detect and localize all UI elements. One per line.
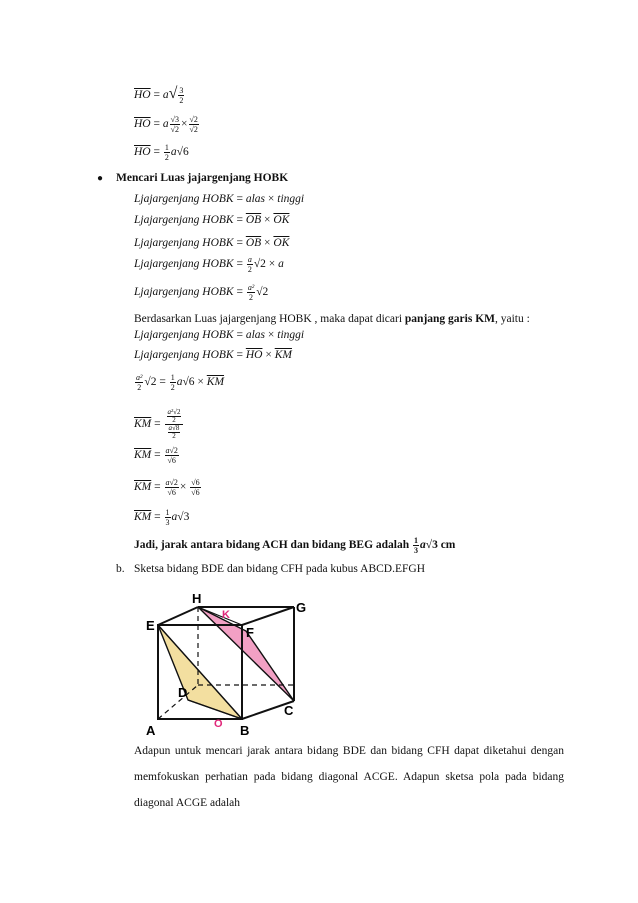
item-b-marker: b. xyxy=(116,563,125,575)
eq-area-2: Ljajargenjang HOBK = $\overline{OB} \times \overline{OK}$ xyxy=(134,214,290,226)
eq-area-6: Ljajargenjang HOBK = alas × tinggi xyxy=(134,329,305,341)
eq-km-4: $\overline{KM}$ = $\frac{a√2}{√6}$ × $\frac{√6}{√6}$ xyxy=(134,478,200,497)
svg-text:F: F xyxy=(246,625,254,640)
svg-text:H: H xyxy=(192,593,202,606)
svg-text:E: E xyxy=(146,618,155,633)
eq-km-3: $\overline{KM}$ = $\frac{a√2}{√6}$ xyxy=(134,446,178,465)
svg-text:O: O xyxy=(214,718,223,730)
eq-ho-3: $\overline{HO}$ = $\frac{1}{2}$ a√6 xyxy=(134,143,189,162)
eq-area-7: Ljajargenjang HOBK = $\overline{HO} \times \overline{KM}$ xyxy=(134,349,292,361)
eq-km-2: $\overline{KM}$ = $\frac{\frac{\text{a²√2}}{2}}{\frac{a√8}{2}}$ xyxy=(134,409,184,440)
svg-text:D: D xyxy=(178,685,188,700)
eq-ho-2: $\overline{HO} = a$ $\frac{√3}{√2}$ × $\frac{√2}{√2}$ xyxy=(134,115,198,134)
bullet: ● xyxy=(97,173,104,184)
item-b-text: Sketsa bidang BDE dan bidang CFH pada kubus ABCD.EFGH xyxy=(134,563,426,575)
eq-area-1: Ljajargenjang HOBK = alas × tinggi xyxy=(134,193,305,205)
conclusion: Jadi, jarak antara bidang ACH dan bidang BEG adalah $\frac{1}{3}$ a√3 cm xyxy=(134,536,456,555)
eq-km-1: $\frac{\text{a²}}{2}$ √2 = $\frac{1}{2}$ $a√6 \times \overline{KM}$ xyxy=(136,373,225,392)
svg-text:G: G xyxy=(296,600,307,615)
svg-text:C: C xyxy=(284,703,294,718)
heading-luas: Mencari Luas jajargenjang HOBK xyxy=(116,172,289,184)
svg-text:K: K xyxy=(222,609,230,621)
cube-figure xyxy=(140,593,310,738)
svg-text:B: B xyxy=(240,723,250,738)
eq-ho-1: $\overline{HO} = a√$ $\frac{3}{2}$ xyxy=(134,85,184,105)
closing-paragraph: Adapun untuk mencari jarak antara bidang BDE dan bidang CFH dapat diketahui dengan memfokuskan perhatian pada bidang diagonal ACGE. Adapun sketsa pola pada bidang diagonal ACGE adalah xyxy=(134,745,564,809)
eq-km-5: $\overline{KM}$ = $\frac{1}{3}$ a√3 xyxy=(134,508,190,527)
eq-area-5: Ljajargenjang HOBK = $\frac{\text{a²}}{2}$ √2 xyxy=(134,283,269,302)
sentence-km: Berdasarkan Luas jajargenjang HOBK , maka dapat dicari panjang garis KM, yaitu : xyxy=(134,313,530,325)
eq-area-4: Ljajargenjang HOBK = $\frac{a}{2}$ √2 × a xyxy=(134,255,284,274)
svg-text:A: A xyxy=(146,723,156,738)
eq-area-3: Ljajargenjang HOBK = $\overline{OB} \times \overline{OK}$ xyxy=(134,237,290,249)
